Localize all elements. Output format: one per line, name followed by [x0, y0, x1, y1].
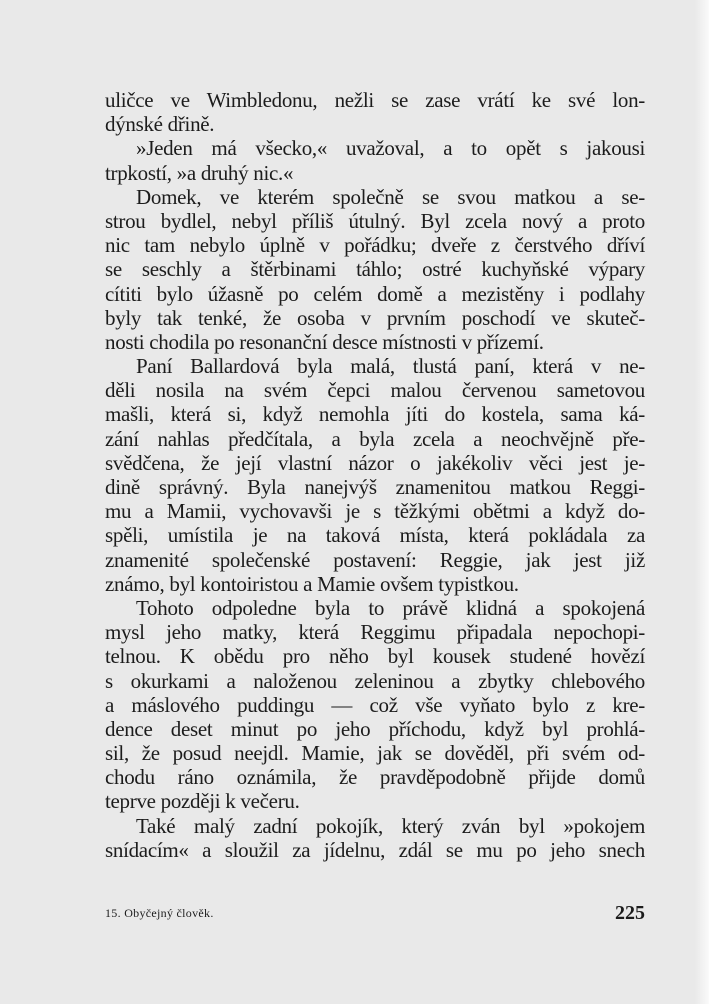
- text-line: uličce ve Wimbledonu, nežli se zase vrátí ke své lon-: [105, 88, 645, 112]
- text-line: dence deset minut po jeho příchodu, když byl prohlá-: [105, 716, 645, 741]
- text-line: s okurkami a naloženou zeleninou a zbytky chlebového: [105, 668, 645, 693]
- text-line: Domek, ve kterém společně se svou matkou a se-: [136, 184, 645, 209]
- text-line: chodu ráno oznámila, že pravděpodobně přijde domů: [105, 765, 645, 790]
- text-line: telnou. K obědu pro něho byl kousek studené hovězí: [105, 644, 645, 669]
- text-line: se seschly a štěrbinami táhlo; ostré kuchyňské výpary: [105, 257, 645, 282]
- text-line: spěli, umístila je na taková místa, která pokládala za: [105, 523, 645, 548]
- text-line: teprve později k večeru.: [105, 789, 300, 814]
- text-line: mysl jeho matky, která Reggimu připadala nepochopi-: [105, 620, 645, 645]
- text-line: Paní Ballardová byla malá, tlustá paní, která v ne-: [136, 354, 645, 379]
- text-line: cítiti bylo úžasně po celém domě a mezistěny i podlahy: [105, 281, 645, 306]
- text-line: nosti chodila po resonanční desce místnosti v přízemí.: [105, 329, 544, 354]
- text-line: Také malý zadní pokojík, který zván byl »pokojem: [136, 813, 645, 838]
- text-line: strou bydlel, nebyl příliš útulný. Byl zcela nový a proto: [105, 208, 645, 233]
- body-text: [105, 88, 645, 862]
- text-line: snídacím« a sloužil za jídelnu, zdál se mu po jeho snech: [105, 837, 645, 862]
- text-line: mu a Mamii, vychovavši je s těžkými obětmi a když do-: [105, 499, 645, 524]
- text-line: znamenité společenské postavení: Reggie, jak jest již: [105, 547, 645, 572]
- page-number: 225: [615, 902, 645, 924]
- text-line: známo, byl kontoiristou a Mamie ovšem typistkou.: [105, 571, 519, 596]
- text-line: Tohoto odpoledne byla to právě klidná a spokojená: [136, 595, 645, 620]
- text-line: zání nahlas předčítala, a byla zcela a neochvějně pře-: [105, 426, 645, 451]
- text-line: byly tak tenké, že osoba v prvním poschodí ve skuteč-: [105, 305, 645, 330]
- text-line: sil, že posud neejdl. Mamie, jak se dověděl, při svém od-: [105, 741, 645, 766]
- text-line: mašli, která si, když nemohla jíti do kostela, sama ká-: [105, 402, 645, 427]
- text-line: dýnské dřině.: [105, 112, 215, 137]
- text-line: děli nosila na svém čepci malou červenou sametovou: [105, 378, 645, 403]
- text-line: nic tam nebylo úplně v pořádku; dveře z čerstvého dříví: [105, 233, 645, 258]
- text-line: a máslového puddingu — což vše vyňato bylo z kre-: [105, 692, 645, 717]
- text-line: »Jeden má všecko,« uvažoval, a to opět s jakousi: [136, 136, 645, 161]
- text-line: dině správný. Byla nanejvýš znamenitou matkou Reggi-: [105, 475, 645, 499]
- page-edge: [695, 0, 709, 1004]
- text-line: trpkostí, »a druhý nic.«: [105, 160, 294, 185]
- footer-signature: 15. Obyčejný člověk.: [105, 906, 214, 920]
- text-line: svědčena, že její vlastní názor o jakékoliv věci jest je-: [105, 450, 645, 475]
